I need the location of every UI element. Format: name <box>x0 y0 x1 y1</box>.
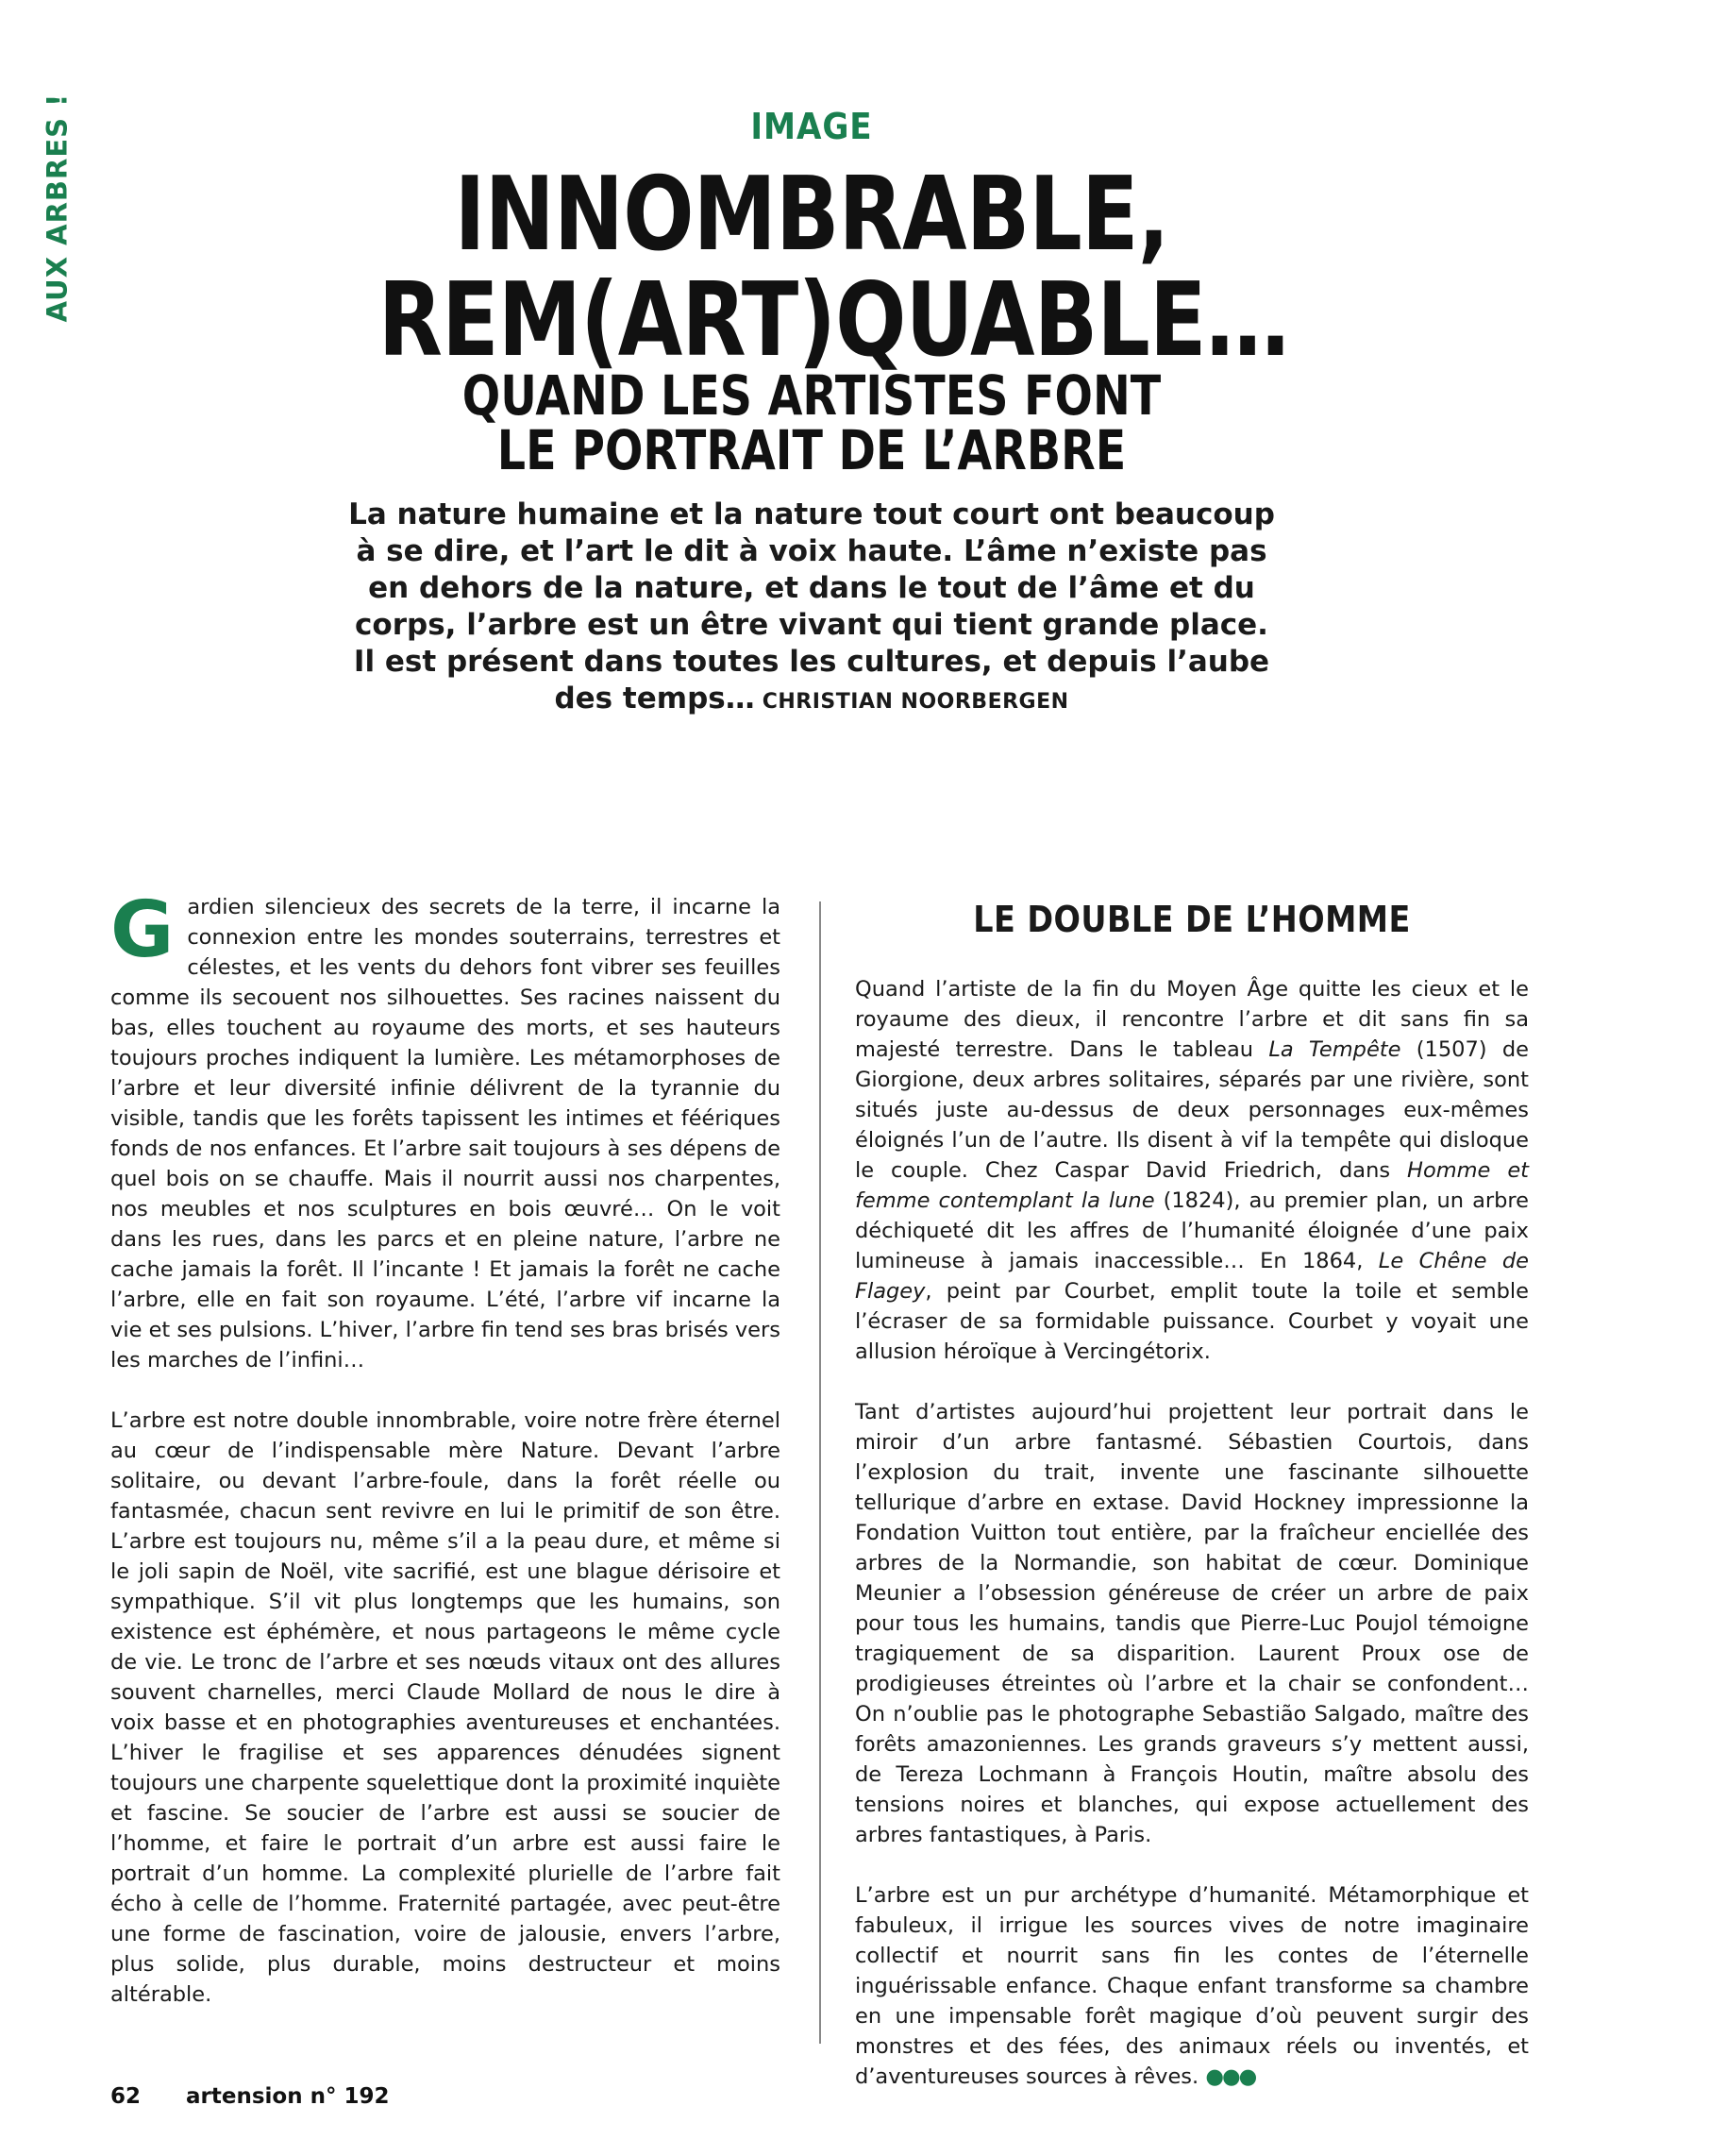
right-paragraph-3 <box>855 1880 1529 2092</box>
page-footer <box>110 2084 390 2109</box>
left-paragraph-1 <box>110 885 780 1375</box>
side-tag-text: AUX ARBRES ! <box>41 93 74 323</box>
right-paragraph-2: Tant d’artistes aujourd’hui projettent leur portrait dans le miroir d’un arbre fantasmé. Sébastien Courtois, dans l’explosion du trait, invente une fascinante silhouette tellurique d’arbre en extase. David Hockney impressionne la Fondation Vuitton tout entière, par la fraîcheur enciellée des arbres de la Normandie, son habitat de cœur. Dominique Meunier a l’obsession généreuse de créer un arbre de paix pour tous les humains, tandis que Pierre-Luc Poujol témoigne tragiquement de sa disparition. Laurent Proux ose de prodigieuses étreintes où l’arbre et la chair se confondent… On n’oublie pas le photographe Sebastião Salgado, maître des forêts amazoniennes. Les grands graveurs s’y mettent aussi, de Tereza Lochmann à François Houtin, maître absolu des tensions noires et blanches, qui expose actuellement des arbres fantastiques, à Paris. <box>855 1400 1529 1847</box>
author-name: CHRISTIAN NOORBERGEN <box>762 690 1069 714</box>
column-divider <box>819 901 821 2044</box>
subtitle-line-1: QUAND LES ARTISTES FONT <box>461 363 1162 428</box>
right-column <box>855 897 1529 2122</box>
p1-text-b: (1507) de Giorgione, deux arbres solitaires, séparés par une rivière, sont situés juste au-dessus de deux personnages eux-mêmes éloignés l’un de l’autre. Ils disent à vif la tempête qui disloque le couple. Chez Caspar David Friedrich, dans <box>855 1037 1529 1183</box>
article-header <box>283 106 1340 720</box>
right-paragraph-1 <box>855 974 1529 1367</box>
section-side-tag <box>28 93 85 323</box>
artwork-title-1: La Tempête <box>1268 1037 1401 1062</box>
lead-text: La nature humaine et la nature tout court ont beaucoup à se dire, et l’art le dit à voix haute. L’âme n’existe pas en dehors de la nature, et dans le tout de l’âme et du corps, l’arbre est un être vivant qui tient grande place. Il est présent dans toutes les cultures, et depuis l’aube des temps… <box>348 497 1275 716</box>
title-line-1: INNOMBRABLE, <box>454 156 1169 274</box>
end-of-article-icon: ●●● <box>1205 2064 1256 2089</box>
section-heading: LE DOUBLE DE L’HOMME <box>973 899 1411 940</box>
subtitle-line-2: LE PORTRAIT DE L’ARBRE <box>496 418 1127 482</box>
artwork-title-3: Le Chêne de Flagey <box>855 1249 1529 1304</box>
page-number: 62 <box>110 2084 142 2109</box>
drop-cap: G <box>110 885 175 975</box>
magazine-issue: artension n° 192 <box>186 2084 390 2109</box>
left-paragraph-2: L’arbre est notre double innombrable, voire notre frère éternel au cœur de l’indispensable mère Nature. Devant l’arbre solitaire, ou devant l’arbre-foule, dans la forêt réelle ou fantasmée, chacun sent revivre en lui le primitif de son être. L’arbre est toujours nu, même s’il a la peau dure, et même si le joli sapin de Noël, vite sacrifié, est une blague dérisoire et sympathique. S’il vit plus longtemps que les humains, son existence est éphémère, et nous partageons le même cycle de vie. Le tronc de l’arbre et ses nœuds vitaux ont des allures souvent charnelles, merci Claude Mollard de nous le dire à voix basse et en photographies aventureuses et enchantées. L’hiver le fragilise et ses apparences dénudées signent toujours une charpente squelettique dont la proximité inquiète et fascine. Se soucier de l’arbre est aussi se soucier de l’homme, et faire le portrait d’un arbre est aussi faire le portrait d’un homme. La complexité plurielle de l’arbre fait écho à celle de l’homme. Fraternité partagée, avec peut-être une forme de fascination, voire de jalousie, envers l’arbre, plus solide, plus durable, moins destructeur et moins altérable. <box>110 1408 780 2007</box>
p1-text-c: (1824), au premier plan, un arbre déchiqueté dit les affres de l’humanité éloignée d’une paix lumineuse à jamais inaccessible… En 1864, <box>855 1188 1530 1273</box>
article-subtitle <box>378 363 1245 482</box>
p1-text-a: Quand l’artiste de la fin du Moyen Âge quitte les cieux et le royaume des dieux, il rencontre l’arbre et dit sans fin sa majesté terrestre. Dans le tableau <box>855 977 1529 1062</box>
rubric-kicker: IMAGE <box>750 106 873 147</box>
artwork-title-2: Homme et femme contemplant la lune <box>855 1158 1530 1213</box>
article-lead <box>340 497 1283 720</box>
p1-text-d: , peint par Courbet, emplit toute la toile et semble l’écraser de sa formidable puissance. Courbet y voyait une allusion héroïque à Vercingétorix. <box>855 1279 1529 1364</box>
left-paragraph-1-text: ardien silencieux des secrets de la terre, il incarne la connexion entre les mondes souterrains, terrestres et célestes, et les vents du dehors font vibrer ses feuilles comme ils secouent nos silhouettes. Ses racines naissent du bas, elles touchent au royaume des morts, et ses hauteurs toujours proches indiquent la lumière. Les métamorphoses de l’arbre et leur diversité infinie délivrent de la tyrannie du visible, tandis que les forêts tapissent les intimes et féériques fonds de nos enfances. Et l’arbre sait toujours à ses dépens de quel bois on se chauffe. Mais il nourrit aussi nos charpentes, nos meubles et nos sculptures en bois œuvré… On le voit dans les rues, dans les parcs et en pleine nature, l’arbre ne cache jamais la forêt. Il l’incante ! Et jamais la forêt ne cache l’arbre, elle en fait son royaume. L’été, l’arbre vif incarne la vie et ses pulsions. L’hiver, l’arbre fin tend ses bras brisés vers les marches de l’infini… <box>110 895 780 1373</box>
right-paragraph-3-text: L’arbre est un pur archétype d’humanité. Métamorphique et fabuleux, il irrigue les sources vives de notre imaginaire collectif et nourrit sans fin les contes de l’éternelle inguérissable enfance. Chaque enfant transforme sa chambre en une impensable forêt magique d’où peuvent surgir des monstres et des fées, des animaux réels ou inventés, et d’aventureuses sources à rêves. <box>855 1883 1529 2089</box>
title-line-2: REM(ART)QUABLE… <box>377 261 1289 379</box>
article-title <box>377 156 1289 379</box>
left-column <box>110 885 780 2040</box>
